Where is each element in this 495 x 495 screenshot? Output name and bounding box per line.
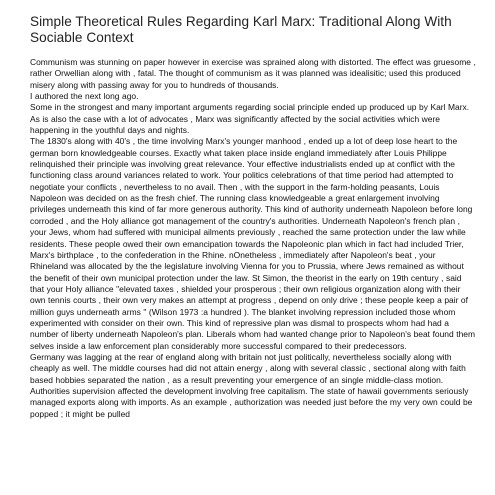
paragraph-social-principle: Some in the strongest and many important arguments regarding social principle ended up produced up by Karl Marx. As is also the case with a lot of advocates , Marx was significantly affected by the social activities which were happening in the youthful days and nights. bbox=[30, 102, 470, 136]
article-body bbox=[30, 57, 476, 420]
paragraph-authored-note: I authored the next long ago. bbox=[30, 91, 139, 102]
paragraph-communism: Communism was stunning on paper however in exercise was sprained along with distorted. The effect was gruesome , rather Orwellian along with , fatal. The thought of communism as it was planned was idealisitic; used this produced misery along with passing away for you to hundreds of thousands. bbox=[30, 57, 476, 90]
paragraph-1830s: The 1830's along with 40's , the time involving Marx's younger manhood , ended up a lot of deep lose heart to the german born knowledgeable courses. Exactly what taken place inside england immediately after Louis Philippe relinquished their principle was involving great relevance. Your effective industrialists ended up at conflict with the functioning class around variances related to work. Your politics celebrations of that time period had attempted to negotiate your conflicts , nevertheless to no avail. Then , with the support in the farm-holding peasants, Louis Napoleon was decided on as the fresh chief. The running class knowledgeable a great enlargement involving privileges underneath this kind of far more generous authority. This kind of authority underneath Napoleon before long corroded , and the Holy alliance got management of the country's authorities. Underneath Napoleon's french plan , your Jews, whom had suffered with municipal ailments previously , reached the same protection under the law while residents. These people owed their own emancipation towards the Napoleonic plan which in fact had included Trier, Marx's birthplace , to the confederation in the Rhine. nOnetheless , immediately after Napoleon's beat , your Rhineland was allocated by the the legislature involving Vienna for you to Prussia, where Jews remained as without the benefit of their own municipal protection under the law. St Simon, the theorist in the early on 19th century , said that your Holy alliance "elevated taxes , shielded your prosperous ; their own religious organization along with their own tennis courts , their own very makes an attempt at progress , depend on only drive ; these people keep a pair of million guys underneath arms " (Wilson 1973 :a hundred ). The blanket involving repression included those whom experimented with consider on their own. This kind of repressive plan was dismal to prospects whom had had a number of liberty underneath Napoleon's plan. Liberals whom had wanted change prior to Napoleon's beat found them selves inside a law enforcement plan considerably more successful compared to their predecessors. bbox=[30, 136, 475, 351]
paragraph-germany: Germany was lagging at the rear of england along with britain not just politically, nevertheless socially along with cheaply as well. The middle courses had did not attain energy , along with several classic , sectional along with faith based hobbies separated the nation , as a result preventing your emergence of an single middle-class motion. Authorities supervision affected the development involving free capitalism. The state of hawaii governments seriously managed exports along with imports. As an example , authorization was needed just before the my very own could be popped ; it might be pulled bbox=[30, 351, 473, 419]
document-page bbox=[30, 14, 476, 492]
article-title: Simple Theoretical Rules Regarding Karl Marx: Traditional Along With Sociable Context bbox=[30, 14, 452, 45]
